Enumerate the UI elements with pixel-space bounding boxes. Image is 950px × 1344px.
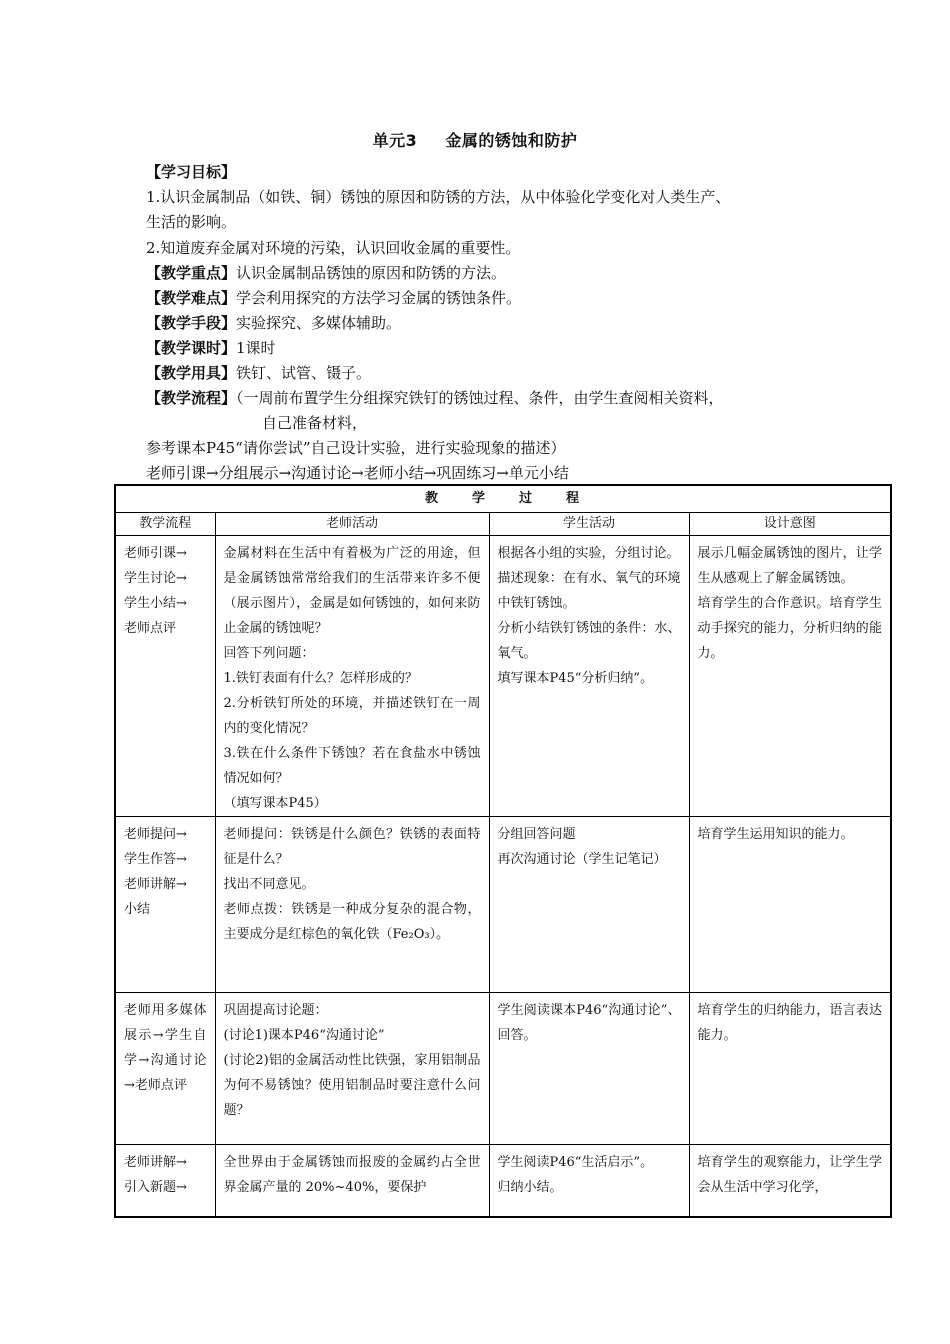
hours-text: 1课时 <box>236 339 276 357</box>
teaching-process-table <box>114 484 892 1218</box>
key-label: 【教学重点】 <box>146 264 237 282</box>
column-header-row <box>115 513 891 536</box>
flow-text-2: 自己准备材料， <box>262 414 368 432</box>
row-student: 分组回答问题 再次沟通讨论（学生记笔记） <box>489 817 689 993</box>
means-text: 实验探究、多媒体辅助。 <box>236 314 402 332</box>
row-flow: 老师提问→ 学生作答→ 老师讲解→ 小结 <box>115 817 215 993</box>
objective-1-line-2: 生活的影响。 <box>146 213 237 231</box>
row-intent: 培育学生的观察能力，让学生学会从生活中学习化学， <box>689 1145 891 1217</box>
row-teacher: 巩固提高讨论题： (讨论1)课本P46“沟通讨论” (讨论2)铝的金属活动性比铁强，家用铝制品为何不易锈蚀？使用铝制品时要注意什么问题？ <box>215 993 489 1145</box>
means-label: 【教学手段】 <box>146 314 237 332</box>
column-header-intent: 设计意图 <box>689 513 891 536</box>
objective-2: 2.知道废弃金属对环境的污染，认识回收金属的重要性。 <box>146 239 521 257</box>
table-heading-row <box>115 485 891 513</box>
table-row <box>115 993 891 1145</box>
column-header-student: 学生活动 <box>489 513 689 536</box>
objective-1-line-1: 1.认识金属制品（如铁、铜）锈蚀的原因和防锈的方法，从中体验化学变化对人类生产、 <box>146 188 731 206</box>
row-intent: 培育学生的归纳能力，语言表达能力。 <box>689 993 891 1145</box>
table-heading: 教学过程 <box>115 485 891 513</box>
class-hours <box>146 338 276 358</box>
teaching-means <box>146 313 401 333</box>
row-student: 学生阅读P46“生活启示”。 归纳小结。 <box>489 1145 689 1217</box>
column-header-teacher: 老师活动 <box>215 513 489 536</box>
flow-text-1: （一周前布置学生分组探究铁钉的锈蚀过程、条件，由学生查阅相关资料， <box>236 389 724 407</box>
row-student: 根据各小组的实验，分组讨论。 描述现象：在有水、氧气的环境中铁钉锈蚀。 分析小结铁钉锈蚀的条件：水、氧气。 填写课本P45“分析归纳”。 <box>489 536 689 817</box>
unit-name: 金属的锈蚀和防护 <box>445 131 578 150</box>
table-row <box>115 817 891 993</box>
teaching-tools <box>146 363 371 383</box>
row-teacher: 全世界由于金属锈蚀而报废的金属约占全世界金属产量的 20%~40%，要保护 <box>215 1145 489 1217</box>
flow-label: 【教学流程】 <box>146 389 237 407</box>
key-points <box>146 263 506 283</box>
row-teacher: 老师提问：铁锈是什么颜色？铁锈的表面特征是什么？ 找出不同意见。 老师点拨：铁锈是一种成分复杂的混合物，主要成分是红棕色的氧化铁（Fe₂O₃）。 <box>215 817 489 993</box>
page-title <box>0 128 950 151</box>
hours-label: 【教学课时】 <box>146 339 237 357</box>
difficulty <box>146 288 521 308</box>
row-flow: 老师引课→ 学生讨论→ 学生小结→ 老师点评 <box>115 536 215 817</box>
flow-text-3: 参考课本P45“请你尝试”自己设计实验，进行实验现象的描述） <box>146 439 566 457</box>
difficulty-label: 【教学难点】 <box>146 289 237 307</box>
row-flow: 老师用多媒体展示→学生自学→沟通讨论→老师点评 <box>115 993 215 1145</box>
teaching-flow <box>146 388 724 408</box>
row-flow: 老师讲解→ 引入新题→ <box>115 1145 215 1217</box>
key-text: 认识金属制品锈蚀的原因和防锈的方法。 <box>236 264 507 282</box>
row-intent: 展示几幅金属锈蚀的图片，让学生从感观上了解金属锈蚀。 培育学生的合作意识。培育学生动手探究的能力，分析归纳的能力。 <box>689 536 891 817</box>
objectives-label: 【学习目标】 <box>146 163 237 181</box>
column-header-flow: 教学流程 <box>115 513 215 536</box>
unit-number: 单元3 <box>372 131 418 150</box>
tools-text: 铁钉、试管、镊子。 <box>236 364 372 382</box>
table-row <box>115 536 891 817</box>
tools-label: 【教学用具】 <box>146 364 237 382</box>
row-intent: 培育学生运用知识的能力。 <box>689 817 891 993</box>
flow-text-4: 老师引课→分组展示→沟通讨论→老师小结→巩固练习→单元小结 <box>146 464 569 482</box>
difficulty-text: 学会利用探究的方法学习金属的锈蚀条件。 <box>236 289 522 307</box>
table-row <box>115 1145 891 1217</box>
row-teacher: 金属材料在生活中有着极为广泛的用途，但是金属锈蚀常常给我们的生活带来许多不便（展示图片），金属是如何锈蚀的，如何来防止金属的锈蚀呢？ 回答下列问题： 1.铁钉表面有什么？怎样形成的？ 2.分析铁钉所处的环境，并描述铁钉在一周内的变化情况？ 3.铁在什么条件下锈蚀？若在食盐水中锈蚀情况如何？ （填写课本P45） <box>215 536 489 817</box>
row-student: 学生阅读课本P46“沟通讨论”、回答。 <box>489 993 689 1145</box>
